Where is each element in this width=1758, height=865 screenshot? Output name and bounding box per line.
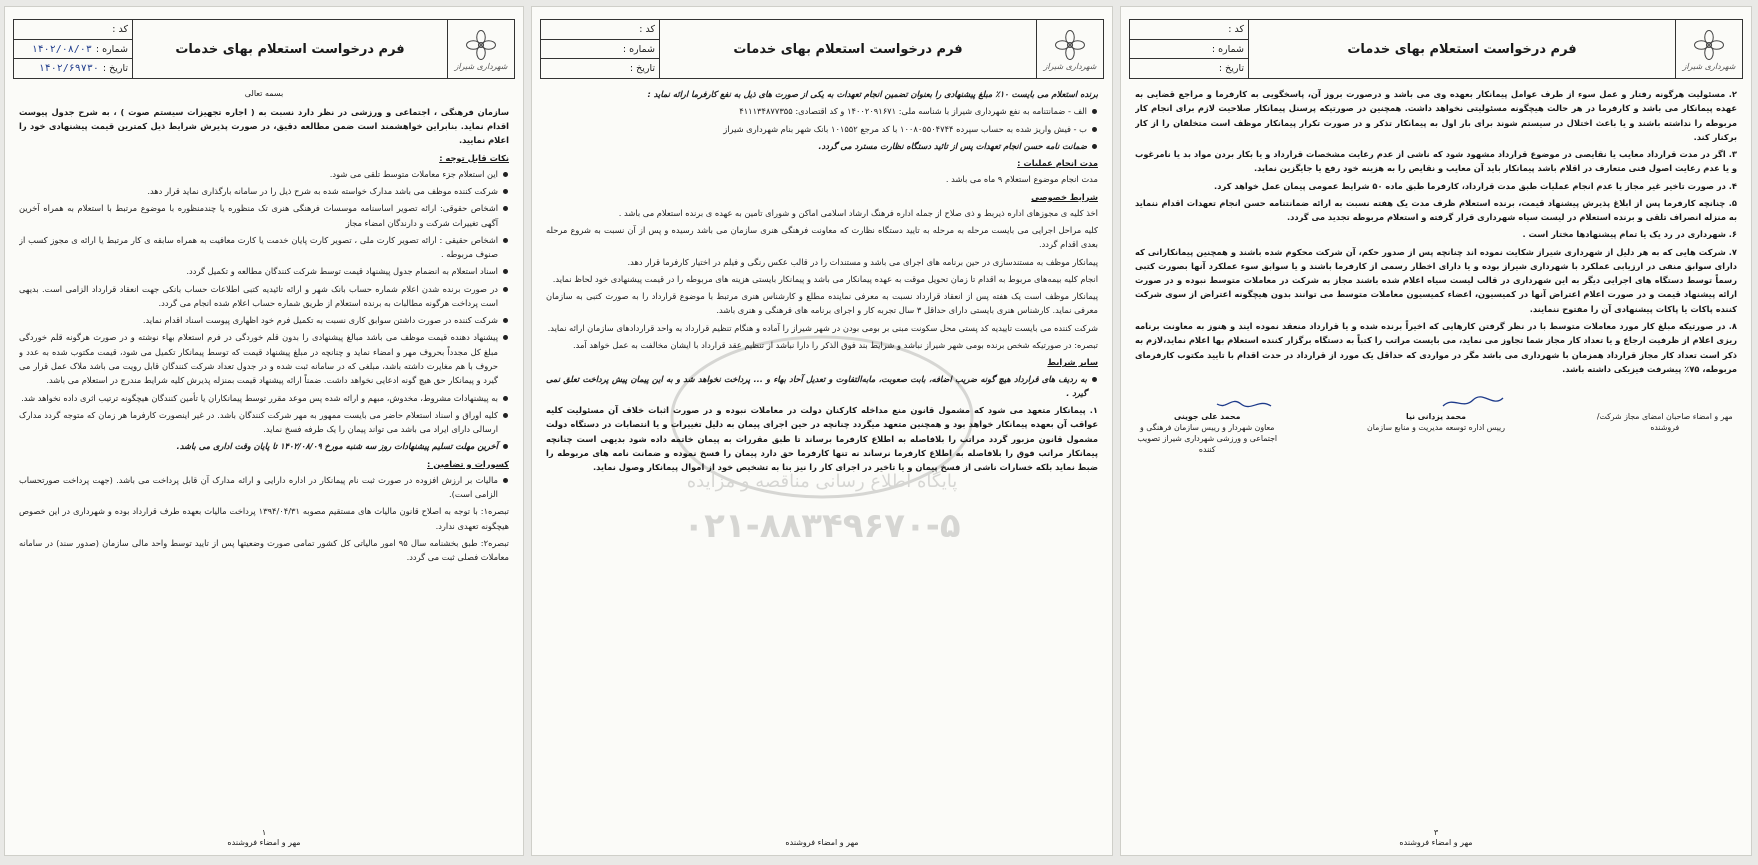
page-footer — [5, 828, 523, 847]
form-header — [13, 19, 515, 79]
basmala: بسمه تعالی — [244, 89, 284, 98]
page-3-body — [1135, 87, 1737, 817]
number-row: شماره : — [1130, 40, 1248, 60]
code-row: کد : — [541, 20, 659, 40]
page-2 — [531, 6, 1113, 856]
municipality-logo — [1675, 20, 1742, 78]
deductions-title: کسورات و تضامین : — [427, 458, 509, 469]
seller-signature-label: مهر و امضاء فروشنده — [1399, 838, 1473, 847]
seller-signature-label: مهر و امضاء فروشنده — [227, 838, 301, 847]
signature-scribble-icon — [1438, 394, 1508, 412]
flower-logo-icon — [1692, 28, 1726, 62]
signature-development-head: محمد یزدانی نیا رییس اداره توسعه مدیریت و منابع سازمان — [1364, 394, 1508, 456]
special-item: تبصره: در صورتیکه شخص برنده بومی شهر شیراز نباشد و شرایط بند فوق الذکر را دارا نباشد از تنظیم عقد قرارداد با ایشان مخالفت به عمل خواهد آمد. — [572, 339, 1098, 350]
logo-text: شهرداری شیراز — [1682, 61, 1736, 71]
page-footer — [532, 838, 1112, 847]
intro-text: سازمان فرهنگی ، اجتماعی و ورزشی در نظر دارد نسبت به ( اجاره تجهیزات سیستم صوت ) ، به شرح جدول پیوست اقدام نماید. بنابراین خواهشمند است ضمن مطالعه دقیق، در صورت پذیرش شرایط ذیل کمترین قیمت پیشنهادی خود را اعلام نمایید. — [19, 106, 509, 146]
list-item: اسناد استعلام به انضمام جدول پیشنهاد قیمت توسط شرکت کنندگان مطالعه و تکمیل گردد. — [19, 264, 509, 278]
list-item: الف - ضمانتنامه به نفع شهرداری شیراز با شناسه ملی: ۱۴۰۰۲۰۹۱۶۷۱ و کد اقتصادی: ۴۱۱۱۳۴۸۷۷۳۵۵ — [546, 104, 1098, 118]
special-item: پیمانکار موظف است یک هفته پس از انعقاد قرارداد نسبت به معرفی نماینده مطلع و کارشناس هنری مرتبط با موضوع قرارداد را به صورت کتبی به سازمان معرفی نماید. کارشناس هنری بایستی دارای حداقل ۳ سال تجربه کار و اجرای برنامه های فرهنگی و هنری باشد. — [546, 291, 1098, 316]
form-meta — [1130, 20, 1249, 78]
signature-seller: مهر و امضاء صاحبان امضای مجاز شرکت/ فروشنده — [1596, 412, 1733, 432]
list-item: به پیشنهادات مشروط، مخدوش، مبهم و ارائه شده پس موعد مقرر توسط پیمانکاران یا تأمین کنندگان هیچگونه ترتیب اثری داده نخواهد شد. — [19, 391, 509, 405]
list-item: در صورت برنده شدن اعلام شماره حساب بانک شهر و ارائه تائیدیه کتبی اطلاعات حساب بانکی جهت انعقاد قرارداد الزامی است. بدیهی است پرداخت هرگونه مطالبات به برنده استعلام از طریق شماره حساب اعلام شده انجام می گردد. — [19, 282, 509, 311]
form-header — [540, 19, 1104, 79]
other-conditions-title: سایر شرایط — [1047, 357, 1098, 368]
special-conditions-title: شرایط خصوصی — [1031, 191, 1098, 202]
list-item: مالیات بر ارزش افزوده در صورت ثبت نام پیمانکار در اداره دارایی و ارائه مدارک آن قابل پرداخت می باشد. (جهت پرداخت صورتحساب الزامی است). — [19, 473, 509, 502]
deadline-item: آخرین مهلت تسلیم پیشنهادات روز سه شنبه مورخ ۱۴۰۲/۰۸/۰۹ تا پایان وقت اداری می باشد. — [19, 439, 509, 453]
flower-logo-icon — [464, 28, 498, 62]
list-item: پیشنهاد دهنده قیمت موظف می باشد مبالغ پیشنهادی را بدون قلم خوردگی در فرم استعلام بهاء نوشته و در صورت هرگونه قلم خوردگی مبلغ کل مجدداً بحروف مهر و امضاء نماید و چنانچه در مبلغ پیشنهاد قیمت که توسط پیمانکار تکمیل می شود، قیمت مکتوب شده به عدد و حروف با هم مغایرت داشته باشد، مبلغی که در سامانه ثبت شده و در جدول تعداد شرکت کنندگان قابل رویت می باشد ملاک عمل قرار می گیرد و پیمانکار حق هیچ گونه ادعایی نخواهد داشت. ضمناً ارائه پیشنهاد قیمت بمنزله پذیرش کلیه شرایط مندرج در استعلام می باشد. — [19, 330, 509, 387]
form-title: فرم درخواست استعلام بهای خدمات — [1347, 41, 1577, 57]
handwritten-number: ۱۴۰۲/۰۸/۰۳ — [31, 43, 92, 55]
code-row: کد : — [14, 20, 132, 40]
special-item: کلیه مراحل اجرایی می بایست مرحله به مرحله به تایید دستگاه نظارت که معاونت فرهنگی هنری سازمان می باشد رسیده و پس از آن نسبت به شروع مرحله بعدی اقدام گردد. — [546, 225, 1098, 250]
page-1 — [4, 6, 524, 856]
note-1: تبصره۱: با توجه به اصلاح قانون مالیات های مستقیم مصوبه ۱۳۹۴/۰۴/۳۱ پرداخت مالیات بعهده طرف قرارداد بوده و شهرداری در این خصوص هیچگونه تعهدی ندارد. — [19, 506, 509, 531]
clause-item: ۸. در صورتیکه مبلغ کار مورد معاملات متوسط با در نظر گرفتن کارهایی که اخیراً برنده شده و یا قرارداد منعقد نموده ایند و هنوز به معاونت برنامه ریزی اعلام از ظرفیت ارجاع و یا تعداد کار مجاز شما تجاوز می نماید، می بایست مراتب را کتباً به دستگاه برگزار کننده استعلام بها اعلام نماید،لازم به ذکر است تعداد کار مجاز قرارداد همزمان با شهرداری می باشد مگر در مواردی که حداقل یک مورد از قرارداد در حدت اقدام با تایید مکتوب کارفرمای مربوطه، ۷۵٪ پیشرفت فیزیکی داشته باشد. — [1135, 320, 1737, 374]
form-title: فرم درخواست استعلام بهای خدمات — [175, 41, 405, 57]
page-number: ۱ — [261, 828, 267, 837]
note-2: تبصره۲: طبق بخشنامه سال ۹۵ امور مالیاتی کل کشور تمامی صورت وضعیتها پس از تایید توسط واحد مالی سازمان (صدور سند) در سامانه معاملات فصلی ثبت می گردد. — [19, 537, 509, 563]
code-row: کد : — [1130, 20, 1248, 40]
page-3 — [1120, 6, 1752, 856]
list-item: اشخاص حقوقی: ارائه تصویر اساسنامه موسسات فرهنگی هنری تک منظوره یا چندمنظوره با موضوع مرتبط با استعلام به همراه آخرین آگهی تغییرات شرکت و دارندگان امضاء مجاز — [19, 201, 509, 230]
form-meta — [14, 20, 133, 78]
good-performance-item: ضمانت نامه حسن انجام تعهدات پس از تائید دستگاه نظارت مسترد می گردد. — [546, 139, 1098, 153]
clause-item: ۴. در صورت تاخیر غیر مجاز یا عدم انجام عملیات طبق مدت قرارداد، کارفرما طبق ماده ۵۰ شرایط عمومی پیمان عمل خواهد کرد. — [1214, 180, 1737, 191]
clause-item: ۷. شرکت هایی که به هر دلیل از شهرداری شیراز شکایت نموده اند چنانچه پس از صدور حکم، آن شرکت محکوم شده باشند و همچنین پیمانکارانی که دارای سوابق منفی در ارزیابی عملکرد با شهرداری شیراز بوده و یا دارای اخطار رسمی از کارفرما باشند و یا سوابق سوء عملکرد آنها بصورت کتبی رسماً توسط دستگاه های اجرایی دیگر به این شهرداری در قالب لیست سیاه اعلام شده باشند مجاز به شرکت در معاملات متوسط نبوده و در صورت ارائه پیشنهاد قیمت و در صورت اعلام اعتراض آنها در کمیسیون، اعضاء کمیسیون معاملات متوسط می توانند بدون هیچگونه اعتراض از سوی شرکت کننده پاکات یا پاکات پیشنهادی آن را مفتوح ننمایند. — [1135, 246, 1737, 314]
special-item: پیمانکار موظف به مستندسازی در حین برنامه های اجرای می باشد و مستندات را در قالب عکس رنگی و فیلم در اختیار کارفرما قرار دهد. — [627, 256, 1098, 267]
watermark-text: پایگاه اطلاع رسانی مناقصه و مزایده — [686, 471, 958, 492]
signature-scribble-icon — [1209, 394, 1279, 412]
clause-item: ۵. چنانچه کارفرما پس از ابلاغ پذیرش پیشنهاد قیمت، برنده استعلام ظرف مدت یک هفته نسبت به ارائه ضمانتنامه حسن انجام تعهدات اقدام ننماید به منزله انصراف تلقی و برنده استعلام در لیست سیاه شهرداری قرار گرفته و استعلام مربوطه تجدید می گردد. — [1135, 197, 1737, 223]
number-row: شماره : — [541, 40, 659, 60]
signature-block — [1135, 394, 1737, 456]
list-item: شرکت کننده در صورت داشتن سوابق کاری نسبت به تکمیل فرم خود اظهاری پیوست اسناد اقدام نماید. — [19, 313, 509, 327]
clause-item: ۳. اگر در مدت قرارداد معایب یا نقایصی در موضوع قرارداد مشهود شود که ناشی از عدم رعایت مشخصات قرارداد و یا بکار بردن مواد بد یا نامرغوب و یا عدم رعایت اصول فنی متعارف در اقلام باشد پیمانکار باید آن معایب و نقایص را به هزینه خود رفع یا جایگزین نماید. — [1135, 149, 1737, 174]
clause-item: ۶. شهرداری در رد یک یا تمام پیشنهادها مختار است . — [1522, 229, 1737, 240]
municipality-logo — [1036, 20, 1103, 78]
form-meta — [541, 20, 660, 78]
seller-signature-label: مهر و امضاء فروشنده — [785, 838, 859, 847]
clause-item: ۲. مسئولیت هرگونه رفتار و عمل سوء از طرف عوامل پیمانکار بعهده وی می باشد و درصورت بروز آن، پاسخگویی به کارفرما و مراجع قضایی به عهده پیمانکار می باشد و کارفرما در هر حالت هیچگونه مسئولیتی نخواهد داشت. همچنین در صورتیکه پرسنل پیمانکار صلاحیت لازم برای انجام کار مربوطه را نداشته باشند و یا باعث اختلال در سیستم شوند برای بار اول به پیمانکار تذکر و در صورت تکرار پیمانکار موظف است متخلفان را از کار برکنار کند. — [1135, 89, 1737, 142]
duration-text: مدت انجام موضوع استعلام ۹ ماه می باشد . — [945, 174, 1098, 185]
other-bold-item: به ردیف های قرارداد هیچ گونه ضریب اضافه، بابت صعوبت، مابه‌التفاوت و تعدیل آحاد بهاء و ... پرداخت نخواهد شد و به این پیمان پیش پرداخت تعلق نمی گیرد . — [546, 372, 1098, 401]
signature-deputy-mayor: محمد علی جوینی معاون شهردار و رییس سازمان فرهنگی و اجتماعی و ورزشی شهرداری شیراز تصویب کننده — [1135, 394, 1279, 456]
page-1-body — [19, 87, 509, 817]
list-item: ب - فیش واریز شده به حساب سپرده ۱۰۰۸۰۵۵۰۴۷۴۴ با کد مرجع ۱۰۱۵۵۲ بانک شهر بنام شهرداری شیراز — [546, 122, 1098, 136]
list-item: شرکت کننده موظف می باشد مدارک خواسته شده به شرح ذیل را در سامانه بارگذاری نماید قرار دهد. — [19, 184, 509, 198]
form-header — [1129, 19, 1743, 79]
duration-title: مدت انجام عملیات : — [1017, 158, 1098, 169]
form-title: فرم درخواست استعلام بهای خدمات — [733, 41, 963, 57]
other-item-1: ۱. پیمانکار متعهد می شود که مشمول قانون منع مداخله کارکنان دولت در معاملات نبوده و در صورت اثبات خلاف آن مسئولیت کلیه عواقب آن بعهده پیمانکار خواهد بود و همچنین متعهد میگردد چنانچه در حین اجرای پیمان به دلیل تغییرات و یا انتصابات در دستگاه دولت مشمول قانون مزبور گردد مراتب را بلافاصله به اطلاع کارفرما برساند تا طبق مقررات به پیمان خاتمه داده شود بدیهی است چنانچه پیمانکار مراتب فوق را بلافاصله به اطلاع کارفرما نرساند نه تنها کارفرما حق دارد پیمان را فسخ نموده و ضمانت نامه های مربوطه را ضبط نماید بلکه خسارات ناشی از فسخ پیمان و یا تاخیر در اجرای کار را نیز بنا به تشخیص خود از اموال پیمانکار وصول نماید. — [546, 405, 1098, 473]
watermark-number: ۰۲۱-۸۸۳۴۹۶۷۰-۵ — [683, 506, 961, 546]
number-row: شماره : ۱۴۰۲/۰۸/۰۳ — [14, 40, 132, 60]
date-row: تاریخ : — [629, 63, 655, 75]
handwritten-date: ۱۴۰۲/۶۹۷۳۰ — [38, 63, 99, 75]
flower-logo-icon — [1053, 28, 1087, 62]
special-item: انجام کلیه بیمه‌های مربوط به اقدام تا زمان تحویل موقت به عهده پیمانکار می باشد و پیمانکار بایستی هزینه های مربوطه را در قیمت پیشنهادی خود لحاظ نماید. — [552, 273, 1098, 284]
page-footer — [1121, 828, 1751, 847]
logo-text: شهرداری شیراز — [1043, 61, 1097, 71]
list-item: کلیه اوراق و اسناد استعلام حاضر می بایست ممهور به مهر شرکت کنندگان باشد. در غیر اینصورت کارفرما هر زمان که متوجه گردد مدارک ارسالی دارای ایراد می باشد می تواند پیمان را یک طرفه فسخ نماید. — [19, 408, 509, 437]
page-number: ۳ — [1433, 828, 1439, 837]
guarantee-title: برنده استعلام می بایست ۱۰٪ مبلغ پیشنهادی را بعنوان تضمین انجام تعهدات به یکی از صورت های ذیل به نفع کارفرما ارائه نماید : — [647, 89, 1098, 99]
notes-title: نکات قابل توجه : — [439, 152, 509, 163]
special-item: شرکت کننده می بایست تاییدیه کد پستی محل سکونت مبنی بر بومی بودن در شهر شیراز را آماده و هنگام تنظیم قرارداد به واحد قراردادهای سازمان ارائه نماید. — [547, 322, 1098, 333]
logo-text: شهرداری شیراز — [454, 61, 508, 71]
page-2-body — [546, 87, 1098, 817]
list-item: این استعلام جزء معاملات متوسط تلقی می شود. — [19, 167, 509, 181]
date-row: تاریخ : ۱۴۰۲/۶۹۷۳۰ — [38, 63, 128, 75]
date-row: تاریخ : — [1218, 63, 1244, 75]
list-item: اشخاص حقیقی : ارائه تصویر کارت ملی ، تصویر کارت پایان خدمت یا کارت معافیت به همراه سابقه ی کار مرتبط یا ارائه ی مجوز کسب از صنوف مربوطه . — [19, 233, 509, 262]
municipality-logo — [447, 20, 514, 78]
special-item: اخذ کلیه ی مجوزهای اداره ذیربط و ذی صلاح از جمله اداره فرهنگ ارشاد اسلامی اماکن و شورای تامین به عهده ی برنده استعلام می باشد . — [618, 207, 1098, 218]
